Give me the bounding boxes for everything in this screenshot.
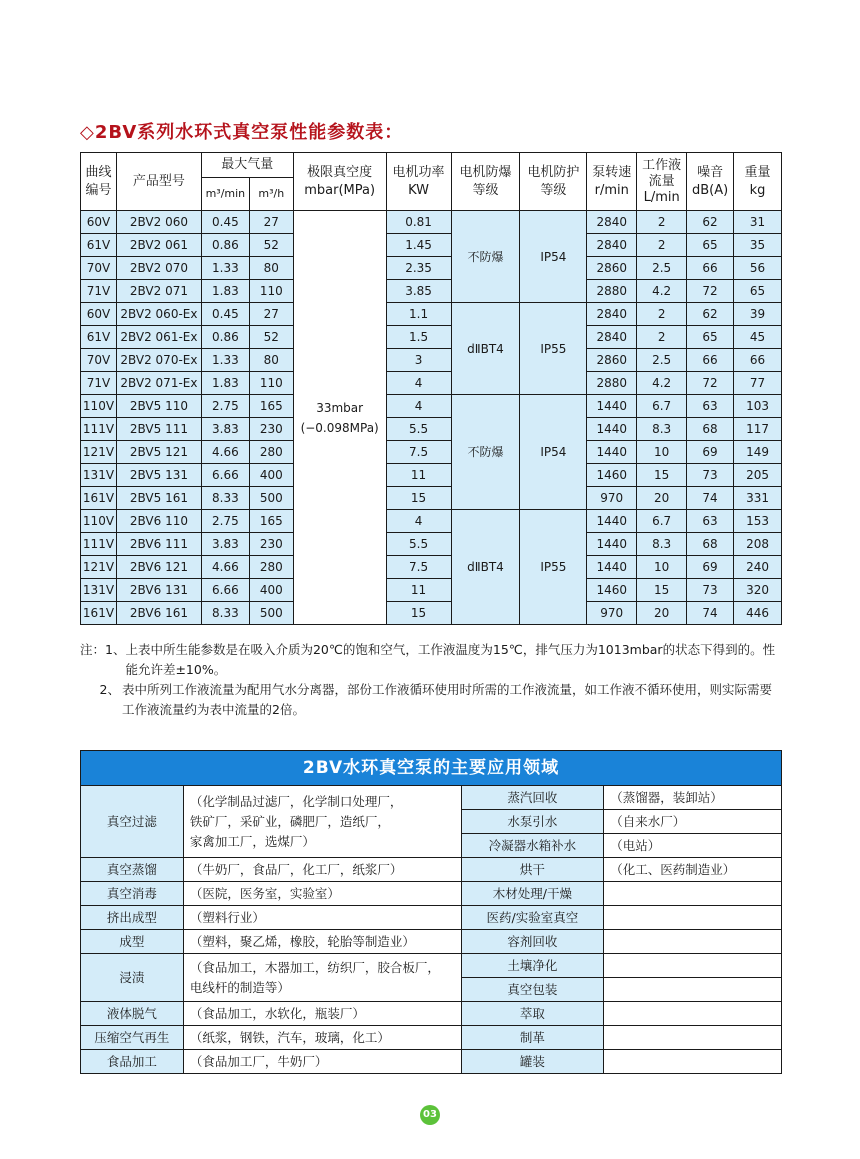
speed-cell: 1440: [587, 395, 637, 418]
notes: [80, 640, 784, 720]
table-row: [81, 1002, 782, 1026]
header-flow: 工作液流量 L/min: [637, 153, 687, 211]
protection-cell: IP54: [520, 211, 587, 303]
header-max-air: 最大气量: [201, 153, 293, 178]
performance-table: [80, 152, 782, 625]
vacuum-value: 33mbar: [316, 400, 364, 415]
weight-cell: 45: [734, 326, 782, 349]
note-number: 2、: [99, 682, 120, 697]
curve-cell: 60V: [81, 303, 117, 326]
speed-cell: 2860: [587, 349, 637, 372]
model-cell: 2BV6 110: [116, 510, 201, 533]
air-min-cell: 8.33: [201, 487, 249, 510]
description-line: （牛奶厂，食品厂，化工厂，纸浆厂）: [189, 862, 403, 877]
speed-cell: 970: [587, 602, 637, 625]
noise-cell: 69: [687, 556, 734, 579]
weight-cell: 77: [734, 372, 782, 395]
header-unit-h: m³/h: [249, 178, 293, 211]
note-number: 注：1、: [80, 642, 126, 657]
curve-cell: 60V: [81, 211, 117, 234]
table-row: [81, 211, 782, 234]
table-row: [81, 556, 782, 579]
table-row: [81, 487, 782, 510]
application-description: [183, 954, 461, 1002]
table-row: [81, 1050, 782, 1074]
noise-cell: 63: [687, 395, 734, 418]
flow-cell: 20: [637, 602, 687, 625]
air-min-cell: 1.83: [201, 280, 249, 303]
power-cell: 1.45: [386, 234, 451, 257]
curve-cell: 71V: [81, 372, 117, 395]
description-line: 铁矿厂，采矿业，磷肥厂，造纸厂，: [189, 813, 390, 829]
speed-cell: 2840: [587, 211, 637, 234]
flow-cell: 8.3: [637, 418, 687, 441]
speed-cell: 2840: [587, 234, 637, 257]
air-h-cell: 280: [249, 556, 293, 579]
description-line: （食品加工，木器加工，纺织厂，胶合板厂，: [189, 959, 440, 975]
application-description-right: [604, 978, 782, 1002]
table-row: [81, 395, 782, 418]
curve-cell: 111V: [81, 418, 117, 441]
application-description: [183, 930, 461, 954]
application-description: [183, 1050, 461, 1074]
speed-cell: 1460: [587, 579, 637, 602]
header-vacuum: 极限真空度 mbar(MPa): [293, 153, 386, 211]
air-h-cell: 500: [249, 602, 293, 625]
weight-cell: 35: [734, 234, 782, 257]
model-cell: 2BV2 061-Ex: [116, 326, 201, 349]
flow-cell: 2: [637, 211, 687, 234]
noise-cell: 68: [687, 533, 734, 556]
curve-cell: 131V: [81, 579, 117, 602]
header-speed: 泵转速 r/min: [587, 153, 637, 211]
air-h-cell: 110: [249, 372, 293, 395]
table-row: [81, 882, 782, 906]
protection-cell: IP55: [520, 510, 587, 625]
model-cell: 2BV6 121: [116, 556, 201, 579]
flow-cell: 10: [637, 556, 687, 579]
page-number: 03: [420, 1105, 440, 1125]
application-description: [183, 1026, 461, 1050]
noise-cell: 65: [687, 326, 734, 349]
table-row: [81, 257, 782, 280]
speed-cell: 1440: [587, 556, 637, 579]
model-cell: 2BV5 121: [116, 441, 201, 464]
speed-cell: 2840: [587, 303, 637, 326]
air-h-cell: 280: [249, 441, 293, 464]
application-table-body: [81, 751, 782, 1074]
speed-cell: 1460: [587, 464, 637, 487]
power-cell: 4: [386, 510, 451, 533]
application-category-right: 医药/实验室真空: [461, 906, 604, 930]
curve-cell: 121V: [81, 441, 117, 464]
table-row: [81, 954, 782, 978]
air-h-cell: 165: [249, 395, 293, 418]
speed-cell: 970: [587, 487, 637, 510]
power-cell: 15: [386, 602, 451, 625]
air-min-cell: 6.66: [201, 579, 249, 602]
performance-table-body: [81, 211, 782, 625]
air-min-cell: 0.86: [201, 326, 249, 349]
curve-cell: 131V: [81, 464, 117, 487]
noise-cell: 73: [687, 464, 734, 487]
application-category-right: 制革: [461, 1026, 604, 1050]
noise-cell: 66: [687, 349, 734, 372]
air-h-cell: 52: [249, 326, 293, 349]
weight-cell: 153: [734, 510, 782, 533]
air-h-cell: 230: [249, 418, 293, 441]
description-line: （食品加工厂，牛奶厂）: [189, 1054, 328, 1069]
model-cell: 2BV6 131: [116, 579, 201, 602]
air-min-cell: 3.83: [201, 533, 249, 556]
model-cell: 2BV5 131: [116, 464, 201, 487]
power-cell: 15: [386, 487, 451, 510]
power-cell: 3: [386, 349, 451, 372]
application-table: [80, 750, 782, 1074]
table-row: [81, 418, 782, 441]
note-1: [80, 640, 784, 680]
curve-cell: 161V: [81, 487, 117, 510]
curve-cell: 61V: [81, 326, 117, 349]
description-line: （纸浆，钢铁，汽车，玻璃，化工）: [189, 1030, 390, 1045]
model-cell: 2BV5 111: [116, 418, 201, 441]
power-cell: 0.81: [386, 211, 451, 234]
table-row: [81, 326, 782, 349]
application-description: [183, 1002, 461, 1026]
power-cell: 4: [386, 372, 451, 395]
curve-cell: 61V: [81, 234, 117, 257]
air-h-cell: 52: [249, 234, 293, 257]
noise-cell: 68: [687, 418, 734, 441]
vacuum-value-mpa: (−0.098MPa): [300, 420, 379, 435]
weight-cell: 103: [734, 395, 782, 418]
table-row: [81, 579, 782, 602]
speed-cell: 2880: [587, 280, 637, 303]
application-category: 成型: [81, 930, 184, 954]
noise-cell: 65: [687, 234, 734, 257]
model-cell: 2BV2 070: [116, 257, 201, 280]
speed-cell: 1440: [587, 441, 637, 464]
application-description-right: （自来水厂）: [604, 810, 782, 834]
air-h-cell: 27: [249, 211, 293, 234]
model-cell: 2BV6 111: [116, 533, 201, 556]
power-cell: 5.5: [386, 418, 451, 441]
header-power: 电机功率 KW: [386, 153, 451, 211]
application-category: 真空消毒: [81, 882, 184, 906]
air-h-cell: 230: [249, 533, 293, 556]
weight-cell: 117: [734, 418, 782, 441]
protection-cell: IP55: [520, 303, 587, 395]
application-category-right: 罐装: [461, 1050, 604, 1074]
table-row: [81, 533, 782, 556]
weight-cell: 446: [734, 602, 782, 625]
model-cell: 2BV5 110: [116, 395, 201, 418]
air-h-cell: 110: [249, 280, 293, 303]
air-min-cell: 2.75: [201, 510, 249, 533]
weight-cell: 205: [734, 464, 782, 487]
power-cell: 1.5: [386, 326, 451, 349]
table-row: [81, 1026, 782, 1050]
air-h-cell: 27: [249, 303, 293, 326]
note-2: [80, 680, 784, 720]
description-line: （食品加工，水软化，瓶装厂）: [189, 1006, 365, 1021]
application-category-right: 冷凝器水箱补水: [461, 834, 604, 858]
application-category-right: 蒸汽回收: [461, 786, 604, 810]
noise-cell: 74: [687, 487, 734, 510]
description-line: （化学制品过滤厂，化学制口处理厂，: [189, 793, 403, 809]
description-line: 家禽加工厂，选煤厂）: [189, 833, 315, 849]
application-description-right: （蒸馏器，装卸站）: [604, 786, 782, 810]
speed-cell: 1440: [587, 418, 637, 441]
curve-cell: 161V: [81, 602, 117, 625]
model-cell: 2BV2 060: [116, 211, 201, 234]
air-min-cell: 1.83: [201, 372, 249, 395]
weight-cell: 240: [734, 556, 782, 579]
application-description: [183, 858, 461, 882]
table-row: [81, 441, 782, 464]
flow-cell: 15: [637, 464, 687, 487]
application-description: [183, 906, 461, 930]
table-row: [81, 510, 782, 533]
air-h-cell: 500: [249, 487, 293, 510]
explosion-cell: dⅡBT4: [451, 303, 520, 395]
noise-cell: 62: [687, 211, 734, 234]
protection-cell: IP54: [520, 395, 587, 510]
model-cell: 2BV2 071-Ex: [116, 372, 201, 395]
flow-cell: 2.5: [637, 349, 687, 372]
application-category: 真空过滤: [81, 786, 184, 858]
speed-cell: 2860: [587, 257, 637, 280]
model-cell: 2BV6 161: [116, 602, 201, 625]
application-category-right: 萃取: [461, 1002, 604, 1026]
weight-cell: 66: [734, 349, 782, 372]
curve-cell: 71V: [81, 280, 117, 303]
power-cell: 4: [386, 395, 451, 418]
noise-cell: 73: [687, 579, 734, 602]
power-cell: 1.1: [386, 303, 451, 326]
power-cell: 7.5: [386, 556, 451, 579]
header-explosion: 电机防爆 等级: [451, 153, 520, 211]
application-description-right: [604, 906, 782, 930]
flow-cell: 4.2: [637, 280, 687, 303]
application-category: 食品加工: [81, 1050, 184, 1074]
flow-cell: 2: [637, 303, 687, 326]
model-cell: 2BV2 060-Ex: [116, 303, 201, 326]
model-cell: 2BV5 161: [116, 487, 201, 510]
description-line: （塑料，聚乙烯，橡胶，轮胎等制造业）: [189, 934, 415, 949]
application-category-right: 土壤净化: [461, 954, 604, 978]
table-row: [81, 930, 782, 954]
air-h-cell: 400: [249, 464, 293, 487]
flow-cell: 15: [637, 579, 687, 602]
application-description-right: （电站）: [604, 834, 782, 858]
flow-cell: 10: [637, 441, 687, 464]
flow-cell: 6.7: [637, 510, 687, 533]
curve-cell: 110V: [81, 395, 117, 418]
air-h-cell: 400: [249, 579, 293, 602]
application-category-right: 木材处理/干燥: [461, 882, 604, 906]
air-min-cell: 4.66: [201, 441, 249, 464]
curve-cell: 110V: [81, 510, 117, 533]
header-model: 产品型号: [116, 153, 201, 211]
table-row: [81, 372, 782, 395]
noise-cell: 74: [687, 602, 734, 625]
application-category-right: 水泵引水: [461, 810, 604, 834]
vacuum-cell: [293, 211, 386, 625]
table-row: [81, 464, 782, 487]
air-h-cell: 165: [249, 510, 293, 533]
application-description-right: [604, 882, 782, 906]
air-min-cell: 4.66: [201, 556, 249, 579]
table-row: [81, 349, 782, 372]
description-line: 电线杆的制造等）: [189, 979, 290, 995]
header-curve: 曲线编号: [81, 153, 117, 211]
page-title: ◇2BV系列水环式真空泵性能参数表：: [80, 122, 404, 143]
noise-cell: 62: [687, 303, 734, 326]
noise-cell: 72: [687, 280, 734, 303]
application-description: [183, 786, 461, 858]
air-min-cell: 6.66: [201, 464, 249, 487]
application-description-right: [604, 1002, 782, 1026]
speed-cell: 2840: [587, 326, 637, 349]
table-row: [81, 906, 782, 930]
application-description-right: [604, 930, 782, 954]
model-cell: 2BV2 071: [116, 280, 201, 303]
note-text: 表中所列工作液流量为配用气水分离器，部份工作液循环使用时所需的工作液流量，如工作液不循环使用，则实际需要工作液流量约为表中流量的2倍。: [122, 682, 773, 717]
noise-cell: 66: [687, 257, 734, 280]
weight-cell: 39: [734, 303, 782, 326]
application-category: 挤出成型: [81, 906, 184, 930]
air-min-cell: 0.86: [201, 234, 249, 257]
weight-cell: 320: [734, 579, 782, 602]
note-text: 上表中所生能参数是在吸入介质为20℃的饱和空气，工作液温度为15℃，排气压力为1013mbar的状态下得到的。性能允许差±10%。: [125, 642, 776, 677]
air-h-cell: 80: [249, 257, 293, 280]
flow-cell: 20: [637, 487, 687, 510]
air-min-cell: 8.33: [201, 602, 249, 625]
weight-cell: 208: [734, 533, 782, 556]
application-category: 液体脱气: [81, 1002, 184, 1026]
air-min-cell: 0.45: [201, 303, 249, 326]
application-description-right: [604, 1050, 782, 1074]
explosion-cell: 不防爆: [451, 395, 520, 510]
power-cell: 11: [386, 464, 451, 487]
weight-cell: 65: [734, 280, 782, 303]
explosion-cell: dⅡBT4: [451, 510, 520, 625]
flow-cell: 2: [637, 234, 687, 257]
power-cell: 11: [386, 579, 451, 602]
flow-cell: 2.5: [637, 257, 687, 280]
table-row: [81, 303, 782, 326]
application-description: [183, 882, 461, 906]
application-category: 真空蒸馏: [81, 858, 184, 882]
table-row: [81, 786, 782, 810]
weight-cell: 331: [734, 487, 782, 510]
table-row: [81, 858, 782, 882]
application-category-right: 真空包装: [461, 978, 604, 1002]
curve-cell: 111V: [81, 533, 117, 556]
model-cell: 2BV2 070-Ex: [116, 349, 201, 372]
noise-cell: 72: [687, 372, 734, 395]
air-min-cell: 1.33: [201, 349, 249, 372]
curve-cell: 70V: [81, 349, 117, 372]
header-protection: 电机防护 等级: [520, 153, 587, 211]
table-row: [81, 602, 782, 625]
application-category: 压缩空气再生: [81, 1026, 184, 1050]
speed-cell: 2880: [587, 372, 637, 395]
header-unit-min: m³/min: [201, 178, 249, 211]
speed-cell: 1440: [587, 533, 637, 556]
explosion-cell: 不防爆: [451, 211, 520, 303]
noise-cell: 69: [687, 441, 734, 464]
application-description-right: （化工、医药制造业）: [604, 858, 782, 882]
table-row: [81, 280, 782, 303]
air-min-cell: 1.33: [201, 257, 249, 280]
flow-cell: 6.7: [637, 395, 687, 418]
curve-cell: 121V: [81, 556, 117, 579]
air-h-cell: 80: [249, 349, 293, 372]
flow-cell: 4.2: [637, 372, 687, 395]
air-min-cell: 3.83: [201, 418, 249, 441]
header-noise: 噪音 dB(A): [687, 153, 734, 211]
application-category-right: 烘干: [461, 858, 604, 882]
power-cell: 2.35: [386, 257, 451, 280]
application-description-right: [604, 954, 782, 978]
power-cell: 3.85: [386, 280, 451, 303]
air-min-cell: 0.45: [201, 211, 249, 234]
weight-cell: 56: [734, 257, 782, 280]
power-cell: 7.5: [386, 441, 451, 464]
noise-cell: 63: [687, 510, 734, 533]
flow-cell: 2: [637, 326, 687, 349]
weight-cell: 31: [734, 211, 782, 234]
power-cell: 5.5: [386, 533, 451, 556]
weight-cell: 149: [734, 441, 782, 464]
table-row: [81, 234, 782, 257]
application-banner: 2BV水环真空泵的主要应用领域: [81, 751, 782, 786]
application-description-right: [604, 1026, 782, 1050]
model-cell: 2BV2 061: [116, 234, 201, 257]
description-line: （医院，医务室，实验室）: [189, 886, 340, 901]
description-line: （塑料行业）: [189, 910, 265, 925]
application-category: 浸渍: [81, 954, 184, 1002]
header-weight: 重量 kg: [734, 153, 782, 211]
application-category-right: 容剂回收: [461, 930, 604, 954]
flow-cell: 8.3: [637, 533, 687, 556]
air-min-cell: 2.75: [201, 395, 249, 418]
speed-cell: 1440: [587, 510, 637, 533]
curve-cell: 70V: [81, 257, 117, 280]
